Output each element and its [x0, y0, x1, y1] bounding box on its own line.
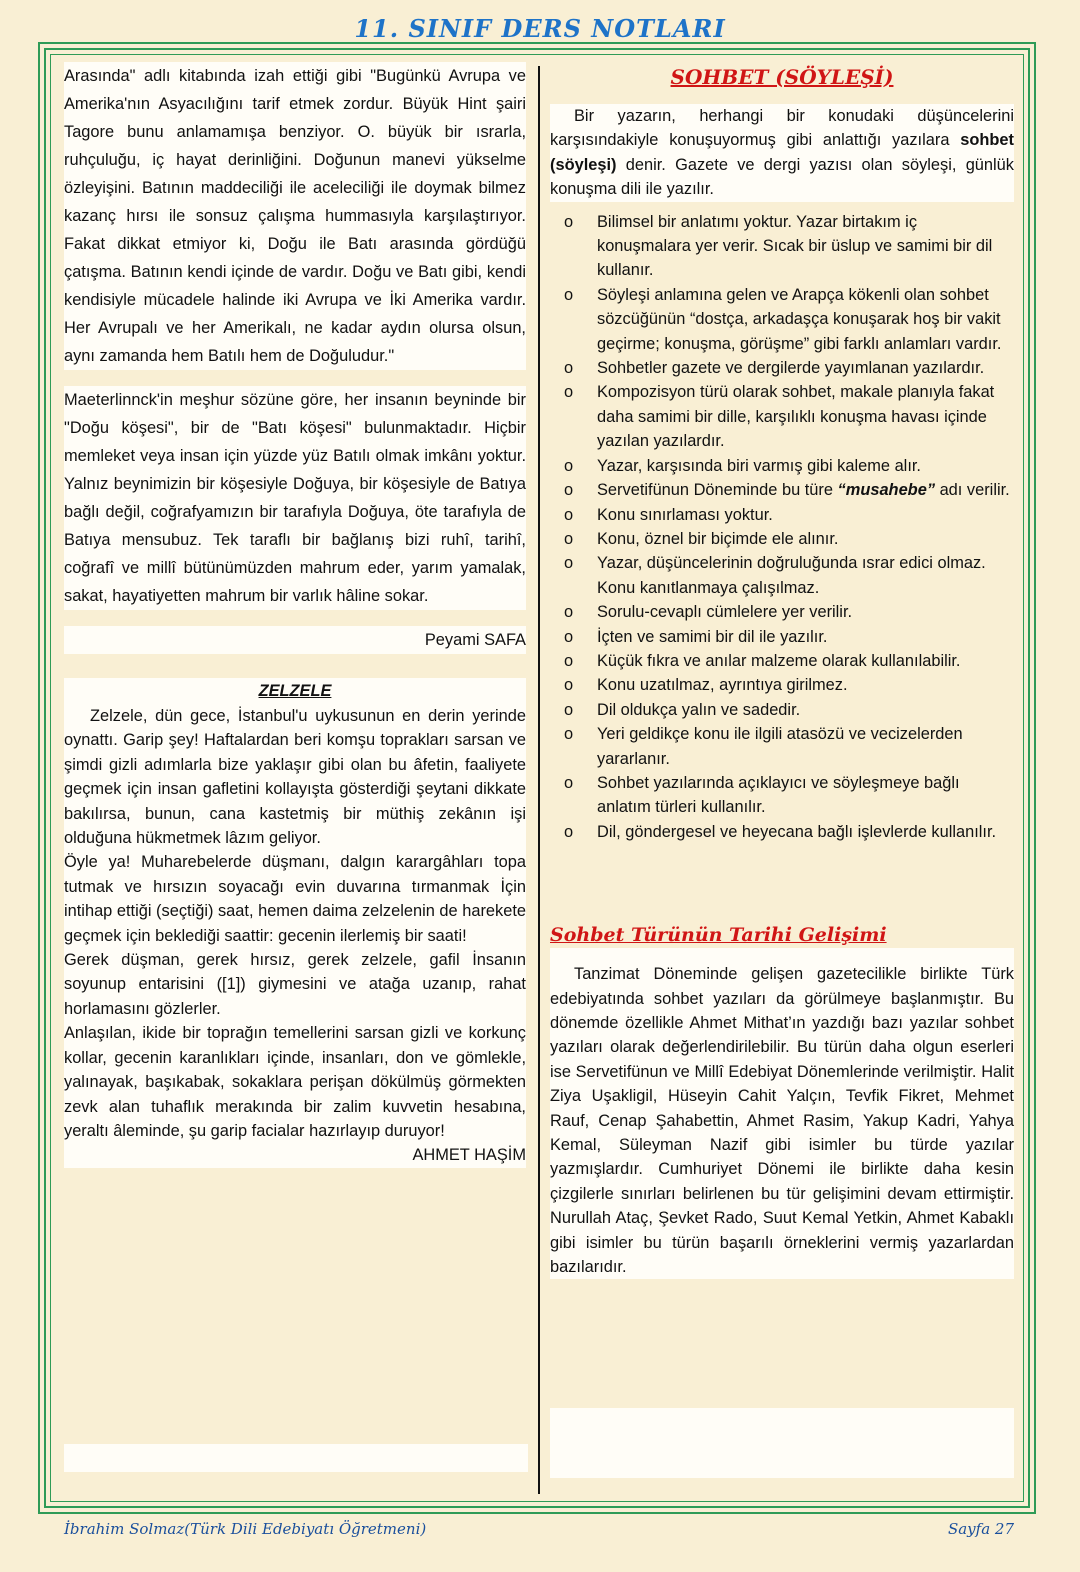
list-item-text: Yazar, düşüncelerinin doğruluğunda ısrar edici olmaz. Konu kanıtlanmaya çalışılmaz.	[597, 554, 986, 597]
list-item	[550, 283, 1014, 356]
list-item	[550, 820, 1014, 844]
list-item	[550, 673, 1014, 697]
page-header-title: 11. SINIF DERS NOTLARI	[354, 14, 726, 43]
zelzele-paragraph-3: Gerek düşman, gerek hırsız, gerek zelzele, gafil İnsanın soyunup entarisini ([1]) giymesini ve atağa uzanıp, rahat horlamasını gözlerler.	[64, 948, 526, 1021]
history-paragraph: Tanzimat Döneminde gelişen gazetecilikle birlikte Türk edebiyatında sohbet yazıları da görülmeye başlanmıştır. Bu dönemde özellikle Ahmet Mithat’ın yazdığı bazı yazılar sohbet yazıları olarak değerlendirilebilir. Bu türün daha olgun eserleri ise Servetifünun ve Millî Edebiyat Dönemlerinde verilmiştir. Halit Ziya Uşakligil, Hüseyin Cahit Yalçın, Tevfik Fikret, Mehmet Rauf, Cenap Şahabettin, Ahmet Rasim, Yakup Kadri, Yahya Kemal, Süleyman Nazif gibi isimler bu türde yazılar yazmışlardır. Cumhuriyet Dönemi ile birlikte daha kesin çizgilerle sınırları belirlenen bu tür gelişimini devam ettirmiştir. Nurullah Ataç, Şevket Rado, Suut Kemal Yetkin, Ahmet Kabaklı gibi isimler bu türün başarılı örneklerini vermiş yazarlardan bazılarıdır.	[550, 962, 1014, 1279]
list-item-text: İçten ve samimi bir dil ile yazılır.	[597, 627, 828, 646]
bullet-icon: o	[564, 700, 574, 719]
intro-text-b: denir. Gazete ve dergi yazısı olan söyleşi, günlük konuşma dili ile yazılır.	[550, 155, 1014, 199]
list-item-text: Konu sınırlaması yoktur.	[597, 505, 773, 524]
list-item-text: Kompozisyon türü olarak sohbet, makale planıyla fakat daha samimi bir dille, karşılıklı konuşma havası içinde yazılan yazılardır.	[597, 383, 995, 451]
list-item	[550, 478, 1014, 502]
bullet-icon: o	[564, 627, 574, 646]
history-title: Sohbet Türünün Tarihi Gelişimi	[550, 924, 887, 947]
bullet-icon: o	[564, 822, 574, 841]
sohbet-features-list	[550, 210, 1014, 845]
list-item	[550, 210, 1014, 283]
column-divider	[538, 66, 540, 1494]
author-ahmet-hasim: AHMET HAŞİM	[64, 1143, 526, 1167]
list-item	[550, 380, 1014, 453]
list-item	[550, 503, 1014, 527]
list-item-text: Küçük fıkra ve anılar malzeme olarak kullanılabilir.	[597, 651, 961, 670]
bullet-icon: o	[564, 725, 574, 744]
musahebe-term: “musahebe”	[837, 481, 936, 500]
zelzele-paragraph-1: Zelzele, dün gece, İstanbul'u uykusunun en derin yerinde oynattı. Garip şey! Haftalardan beri komşu toprakları sarsan ve şimdi gizli adımlarla bize yaklaşır gibi olan bu âfetin, faaliyete geçmek için insan gafletini kollayışta gösterdiği şeytani dikkate bakılırsa, bunun, cana kastetmiş bir müthiş zekânın işi olduğuna hükmetmek lâzım geliyor.	[64, 704, 526, 850]
list-item	[550, 625, 1014, 649]
list-item	[550, 551, 1014, 600]
bullet-icon: o	[564, 676, 574, 695]
list-item-text: Sorulu-cevaplı cümlelere yer verilir.	[597, 603, 853, 622]
list-item-text: Dil, göndergesel ve heyecana bağlı işlevlerde kullanılır.	[597, 822, 997, 841]
bullet-icon: o	[564, 285, 574, 304]
list-item	[550, 356, 1014, 380]
list-item-text: Konu uzatılmaz, ayrıntıya girilmez.	[597, 676, 848, 695]
sohbet-title: SOHBET (SÖYLEŞİ)	[670, 65, 894, 89]
left-blank-area	[64, 1444, 528, 1472]
bullet-icon: o	[564, 359, 574, 378]
bullet-icon: o	[564, 554, 574, 573]
bullet-icon: o	[564, 456, 574, 475]
list-item-text: Sohbet yazılarında açıklayıcı ve söyleşmeye bağlı anlatım türleri kullanılır.	[597, 773, 960, 817]
list-item-text: Servetifünun Döneminde bu türe	[597, 481, 838, 500]
bullet-icon: o	[564, 773, 574, 792]
list-item	[550, 600, 1014, 624]
footer-page-number: Sayfa 27	[947, 1520, 1014, 1538]
bullet-icon: o	[564, 383, 574, 402]
quote-paragraph-2: Maeterlinnck'in meşhur sözüne göre, her insanın beyninde bir "Doğu köşesi", bir de "Batı köşesi" bulunmaktadır. Hiçbir memleket veya insan için yüzde yüz Batılı olmak imkânı yoktur. Yalnız beynimizin bir köşesiyle Doğuya, bir köşesiyle de Batıya bağlı değil, coğrafyamızın bir tarafıyla Doğuya, öte tarafıyla de Batıya mensubuz. Tek taraflı bir bağlanış bizi ruhî, tarihî, coğrafî ve millî bütünümüzden mahrum eder, yarım yamalak, sakat, hayatiyetten mahrum bir varlık hâline sokar.	[64, 386, 526, 610]
intro-bold: sohbet (söyleşi)	[550, 131, 1014, 174]
list-item	[550, 649, 1014, 673]
right-blank-area-2	[550, 1408, 1014, 1478]
bullet-icon: o	[564, 481, 574, 500]
list-item-text: Yeri geldikçe konu ile ilgili atasözü ve vecizelerden yararlanır.	[597, 725, 963, 768]
list-item	[550, 771, 1014, 820]
sohbet-intro	[550, 104, 1014, 202]
list-item-text: Sohbetler gazete ve dergilerde yayımlanan yazılardır.	[597, 359, 985, 378]
bullet-icon: o	[564, 603, 574, 622]
right-column	[550, 62, 1014, 1279]
list-item	[550, 722, 1014, 771]
bullet-icon: o	[564, 505, 574, 524]
bullet-icon: o	[564, 651, 574, 670]
bullet-icon: o	[564, 212, 574, 231]
list-item-text: Yazar, karşısında biri varmış gibi kaleme alır.	[597, 456, 921, 475]
zelzele-title: ZELZELE	[64, 678, 526, 704]
zelzele-paragraph-4: Anlaşılan, ikide bir toprağın temellerini sarsan gizli ve korkunç kollar, gecenin karanlıkları içinde, insanları, don ve gömlekle, yalınayak, başıkabak, sokaklara perişan dökülmüş görmekten zevk alan tuhaflık merakında bir zalim kuvvetin hesabına, yeraltı âleminde, şu garip facialar hazırlayıp duruyor!	[64, 1021, 526, 1143]
author-peyami-safa: Peyami SAFA	[64, 626, 526, 654]
intro-text-a: Bir yazarın, herhangi bir konudaki düşüncelerini karşısındakiyle konuşuyormuş gibi anlattığı yazılara	[550, 107, 1014, 150]
zelzele-paragraph-2: Öyle ya! Muharebelerde düşmanı, dalgın karargâhları topa tutmak ve hırsızın soyacağı evin duvarına tırmanmak İçin intihap ettiği (seçtiği) saat, hemen daima zelzelenin de harekete geçmek için beklediği saattir: gecenin ilerlemiş bir saati!	[64, 850, 526, 948]
footer-author: İbrahim Solmaz(Türk Dili Edebiyatı Öğretmeni)	[64, 1520, 427, 1538]
list-item-text-end: adı verilir.	[935, 481, 1010, 500]
quote-paragraph-1: Arasında" adlı kitabında izah ettiği gibi "Bugünkü Avrupa ve Amerika'nın Asyacılığını tarif etmek zordur. Büyük Hint şairi Tagore bunu anlamamışa benziyor. O. büyük bir ısrarla, ruhçuluğu, iç hayat derinliğini. Doğunun manevi yükselme özleyişini. Batının maddeciliği ile aceleciliği ile doymak bilmez kazanç hırsı ile sonsuz çalışma hummasıyla karşılaştırıyor. Fakat dikkat etmiyor ki, Doğu ile Batı arasında gördüğü çatışma. Batının kendi içinde de vardır. Doğu ve Batı gibi, kendi kendisiyle mücadele halinde iki Avrupa ve İki Amerika vardır. Her Avrupalı ve her Amerikalı, ne kadar aydın olursa olsun, aynı zamanda hem Batılı hem de Doğuludur."	[64, 62, 526, 370]
bullet-icon: o	[564, 529, 574, 548]
list-item-text: Dil oldukça yalın ve sadedir.	[597, 700, 801, 719]
list-item-text: Bilimsel bir anlatımı yoktur. Yazar birtakım iç konuşmalara yer verir. Sıcak bir üslup ve samimi bir dil kullanır.	[597, 212, 993, 280]
list-item	[550, 698, 1014, 722]
left-column	[64, 62, 526, 1168]
list-item	[550, 527, 1014, 551]
list-item	[550, 454, 1014, 478]
list-item-text: Konu, öznel bir biçimde ele alınır.	[597, 529, 839, 548]
list-item-text: Söyleşi anlamına gelen ve Arapça kökenli olan sohbet sözcüğünün “dostça, arkadaşça konuşarak hoş bir vakit geçirme; konuşma, görüşme” gibi farklı anlamları vardır.	[597, 285, 1002, 353]
